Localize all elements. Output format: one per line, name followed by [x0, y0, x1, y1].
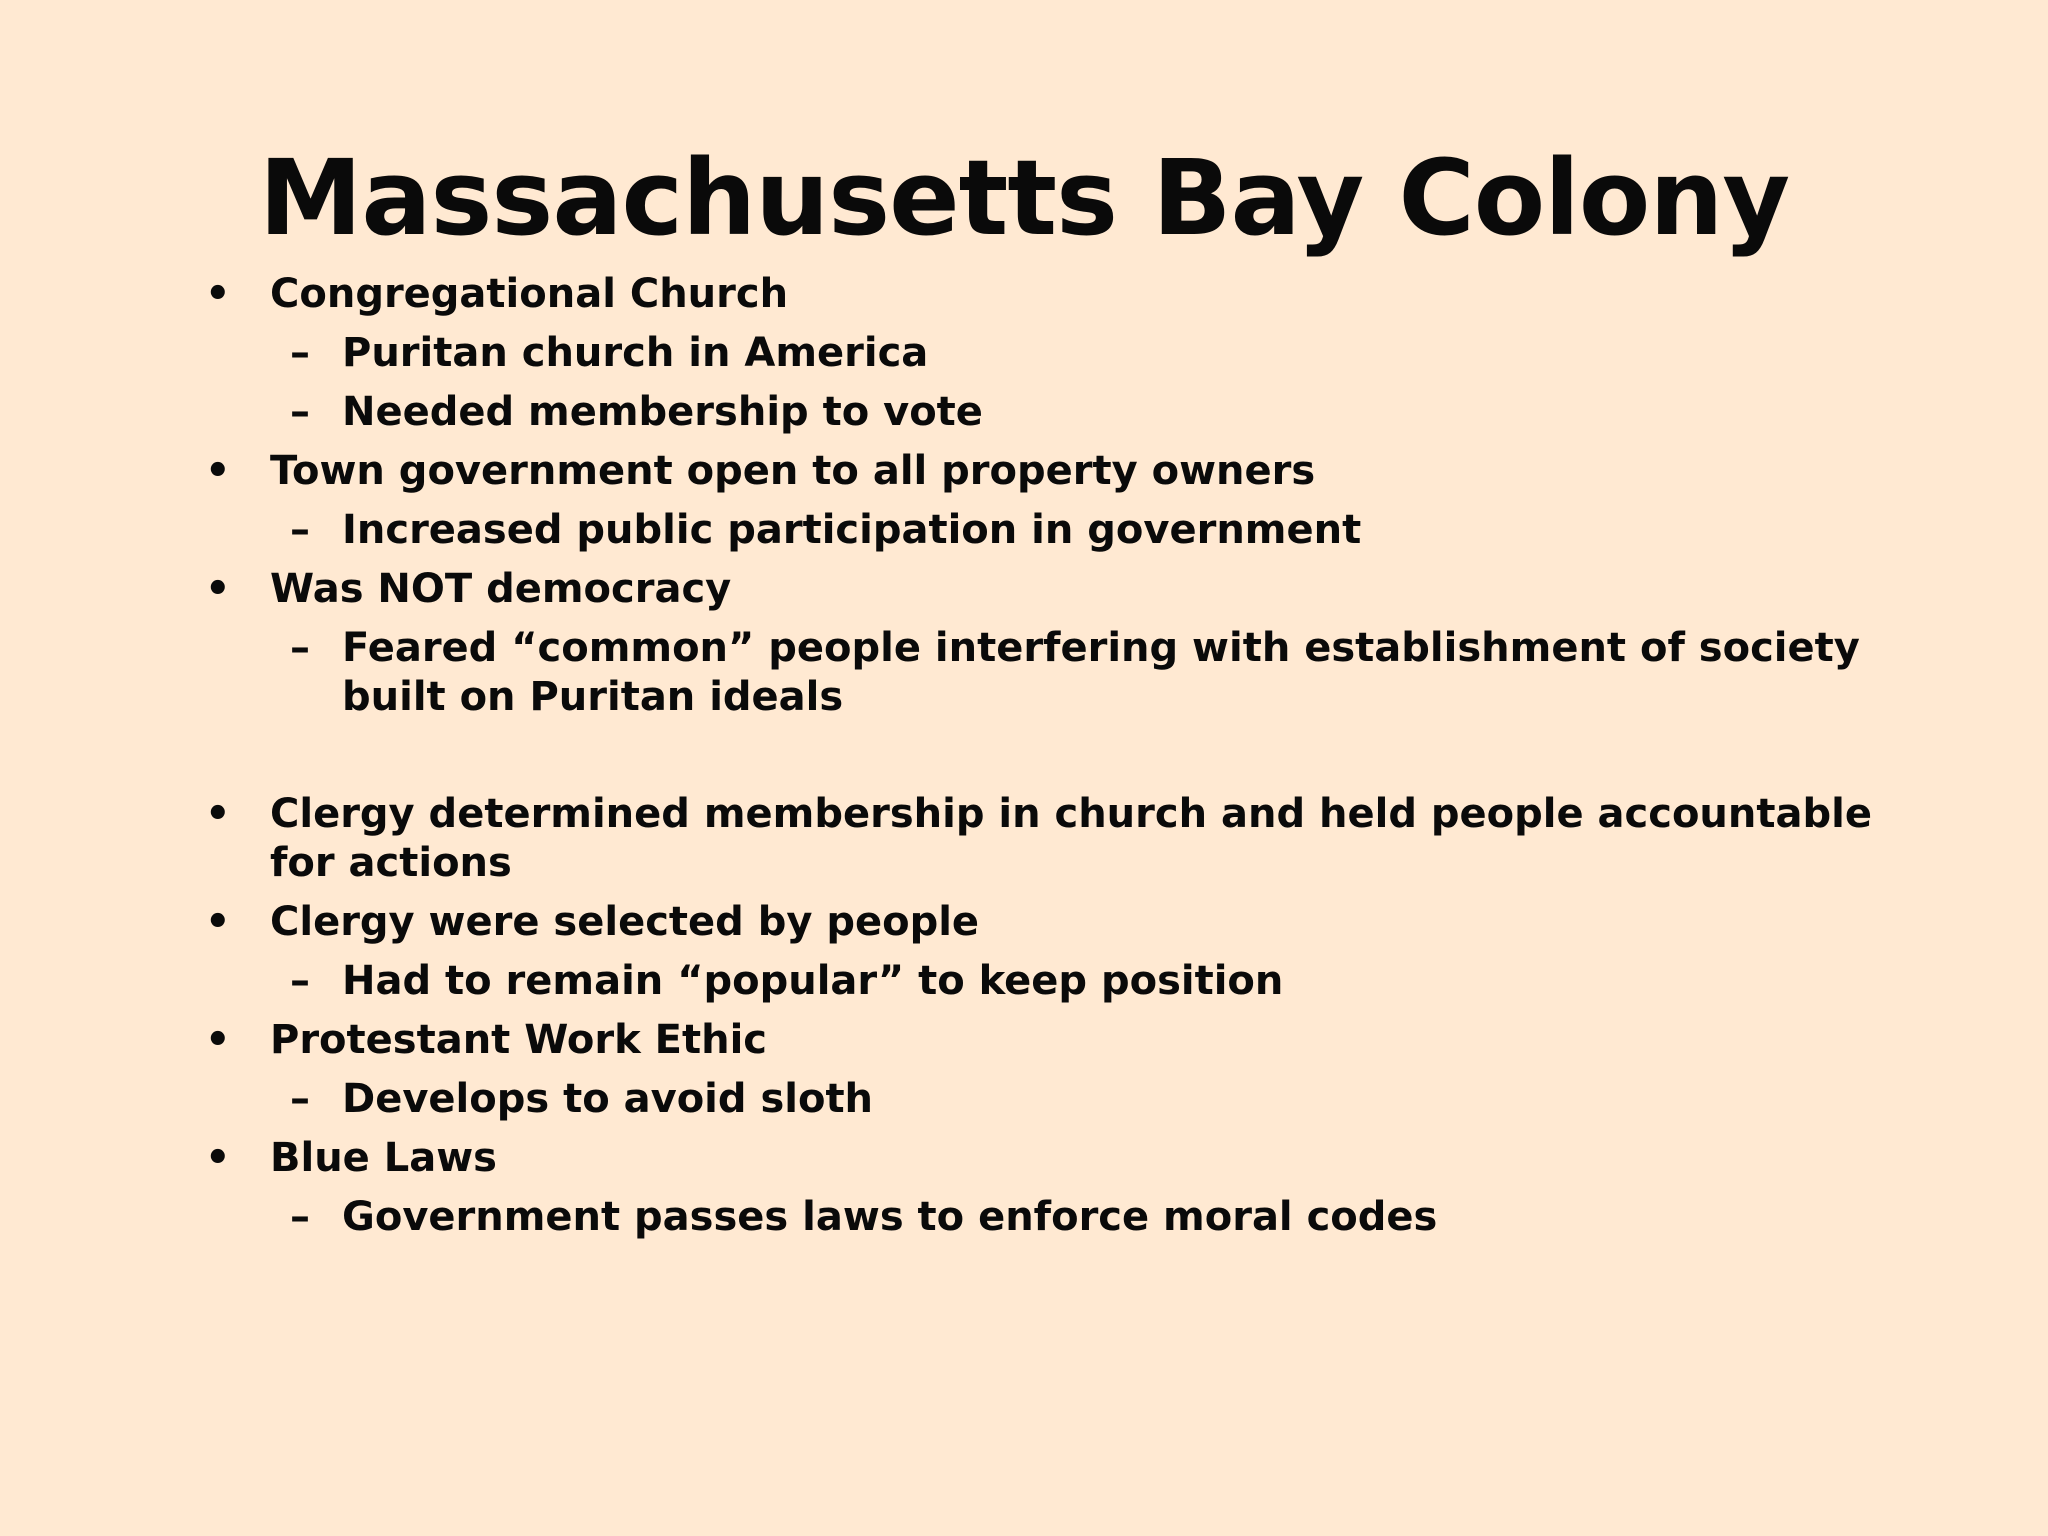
sub-bullet-text: Needed membership to vote — [342, 389, 983, 435]
bullet-item — [205, 270, 1905, 319]
bullet-text: Protestant Work Ethic — [270, 1017, 767, 1063]
bullet-list — [205, 270, 1905, 1252]
bullet-text: Town government open to all property owners — [270, 448, 1316, 494]
dash-icon: – — [290, 1076, 310, 1122]
sub-bullet-text: Had to remain “popular” to keep position — [342, 958, 1284, 1004]
bullet-icon: • — [205, 271, 231, 317]
sub-bullet-item — [205, 329, 1905, 378]
bullet-icon: • — [205, 1135, 231, 1181]
bullet-item — [205, 447, 1905, 496]
dash-icon: – — [290, 507, 310, 553]
dash-icon: – — [290, 389, 310, 435]
bullet-item — [205, 790, 1905, 888]
sub-bullet-item — [205, 506, 1905, 555]
bullet-text: Blue Laws — [270, 1135, 497, 1181]
bullet-icon: • — [205, 791, 231, 837]
bullet-item — [205, 565, 1905, 614]
sub-bullet-item — [205, 957, 1905, 1006]
sub-bullet-text: Puritan church in America — [342, 330, 929, 376]
bullet-icon: • — [205, 899, 231, 945]
bullet-text: Clergy were selected by people — [270, 899, 980, 945]
sub-bullet-text: Develops to avoid sloth — [342, 1076, 874, 1122]
bullet-text: Congregational Church — [270, 271, 789, 317]
sub-bullet-text: Government passes laws to enforce moral codes — [342, 1194, 1438, 1240]
bullet-icon: • — [205, 566, 231, 612]
dash-icon: – — [290, 330, 310, 376]
bullet-item — [205, 1134, 1905, 1183]
sub-bullet-item — [205, 1075, 1905, 1124]
bullet-text: Clergy determined membership in church and held people accountable for actions — [270, 791, 1872, 886]
bullet-item — [205, 898, 1905, 947]
sub-bullet-item — [205, 1193, 1905, 1242]
dash-icon: – — [290, 958, 310, 1004]
sub-bullet-item — [205, 388, 1905, 437]
sub-bullet-text: Increased public participation in government — [342, 507, 1362, 553]
slide-title: Massachusetts Bay Colony — [258, 137, 1790, 259]
dash-icon: – — [290, 625, 310, 671]
bullet-item — [205, 1016, 1905, 1065]
sub-bullet-text: Feared “common” people interfering with establishment of society built on Puritan ideals — [342, 625, 1860, 720]
bullet-text: Was NOT democracy — [270, 566, 732, 612]
sub-bullet-item — [205, 624, 1905, 722]
spacer — [205, 732, 1905, 790]
dash-icon: – — [290, 1194, 310, 1240]
bullet-icon: • — [205, 1017, 231, 1063]
bullet-icon: • — [205, 448, 231, 494]
